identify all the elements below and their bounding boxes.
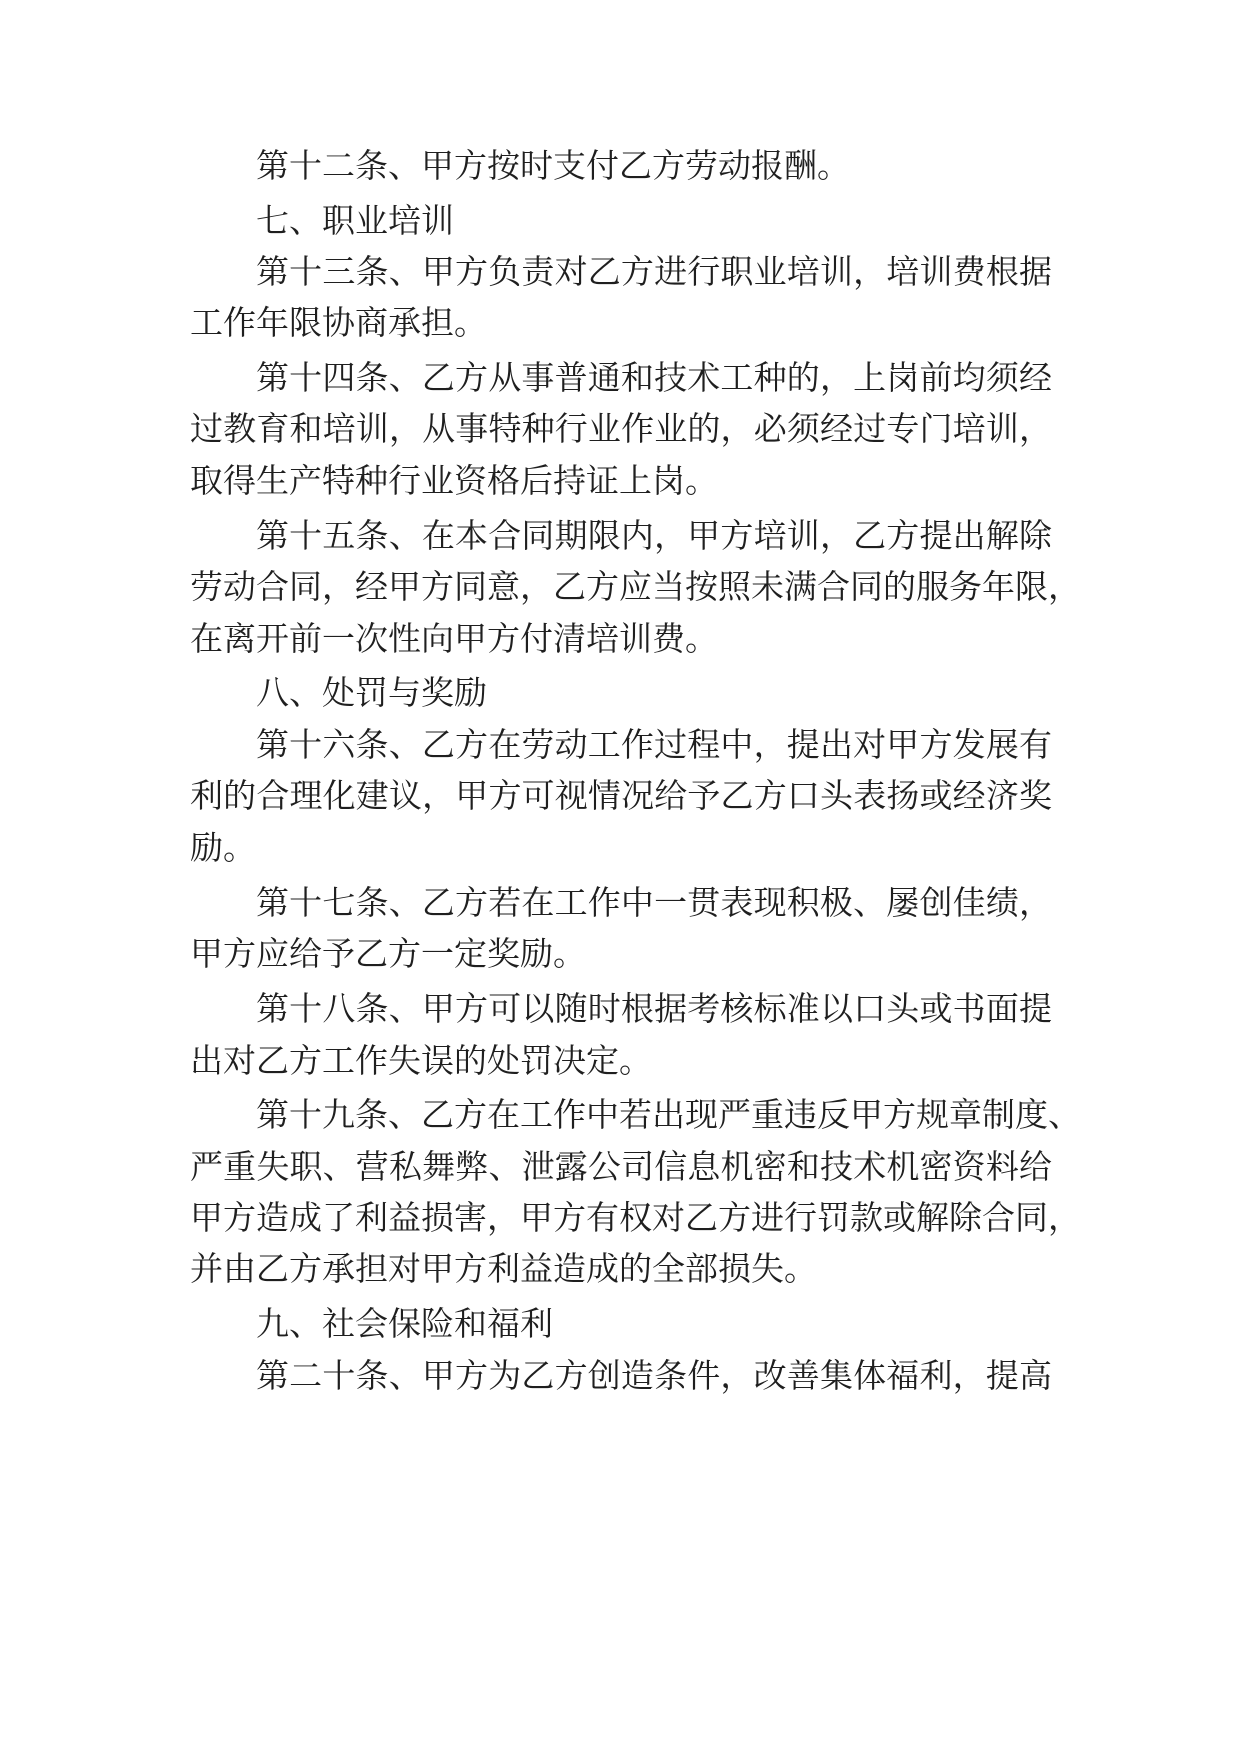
article-19-line-2: 严重失职、营私舞弊、泄露公司信息机密和技术机密资料给 <box>190 1147 1052 1186</box>
article-15-line-2: 劳动合同，经甲方同意，乙方应当按照未满合同的服务年限， <box>190 567 1081 606</box>
article-18-line-2: 出对乙方工作失误的处罚决定。 <box>190 1041 652 1080</box>
article-12-line-1: 第十二条、甲方按时支付乙方劳动报酬。 <box>256 146 850 185</box>
article-16-line-2: 利的合理化建议，甲方可视情况给予乙方口头表扬或经济奖 <box>190 776 1052 815</box>
article-17-line-1: 第十七条、乙方若在工作中一贯表现积极、屡创佳绩， <box>256 883 1052 922</box>
article-13-line-1: 第十三条、甲方负责对乙方进行职业培训，培训费根据 <box>256 252 1052 291</box>
section-8-heading: 八、处罚与奖励 <box>256 673 487 712</box>
article-19-line-3: 甲方造成了利益损害，甲方有权对乙方进行罚款或解除合同， <box>190 1198 1081 1237</box>
article-13-line-2: 工作年限协商承担。 <box>190 303 487 342</box>
article-16-line-3: 励。 <box>190 828 256 867</box>
article-19-line-1: 第十九条、乙方在工作中若出现严重违反甲方规章制度、 <box>256 1095 1081 1134</box>
article-19-line-4: 并由乙方承担对甲方利益造成的全部损失。 <box>190 1249 817 1288</box>
section-9-heading: 九、社会保险和福利 <box>256 1304 553 1343</box>
section-7-heading: 七、职业培训 <box>256 201 454 240</box>
article-15-line-3: 在离开前一次性向甲方付清培训费。 <box>190 619 718 658</box>
article-17-line-2: 甲方应给予乙方一定奖励。 <box>190 934 586 973</box>
article-14-line-3: 取得生产特种行业资格后持证上岗。 <box>190 461 718 500</box>
article-16-line-1: 第十六条、乙方在劳动工作过程中，提出对甲方发展有 <box>256 725 1052 764</box>
article-20-line-1: 第二十条、甲方为乙方创造条件，改善集体福利，提高 <box>256 1356 1052 1395</box>
article-14-line-2: 过教育和培训，从事特种行业作业的，必须经过专门培训， <box>190 409 1052 448</box>
article-15-line-1: 第十五条、在本合同期限内，甲方培训，乙方提出解除 <box>256 516 1052 555</box>
article-18-line-1: 第十八条、甲方可以随时根据考核标准以口头或书面提 <box>256 989 1052 1028</box>
article-14-line-1: 第十四条、乙方从事普通和技术工种的，上岗前均须经 <box>256 358 1052 397</box>
